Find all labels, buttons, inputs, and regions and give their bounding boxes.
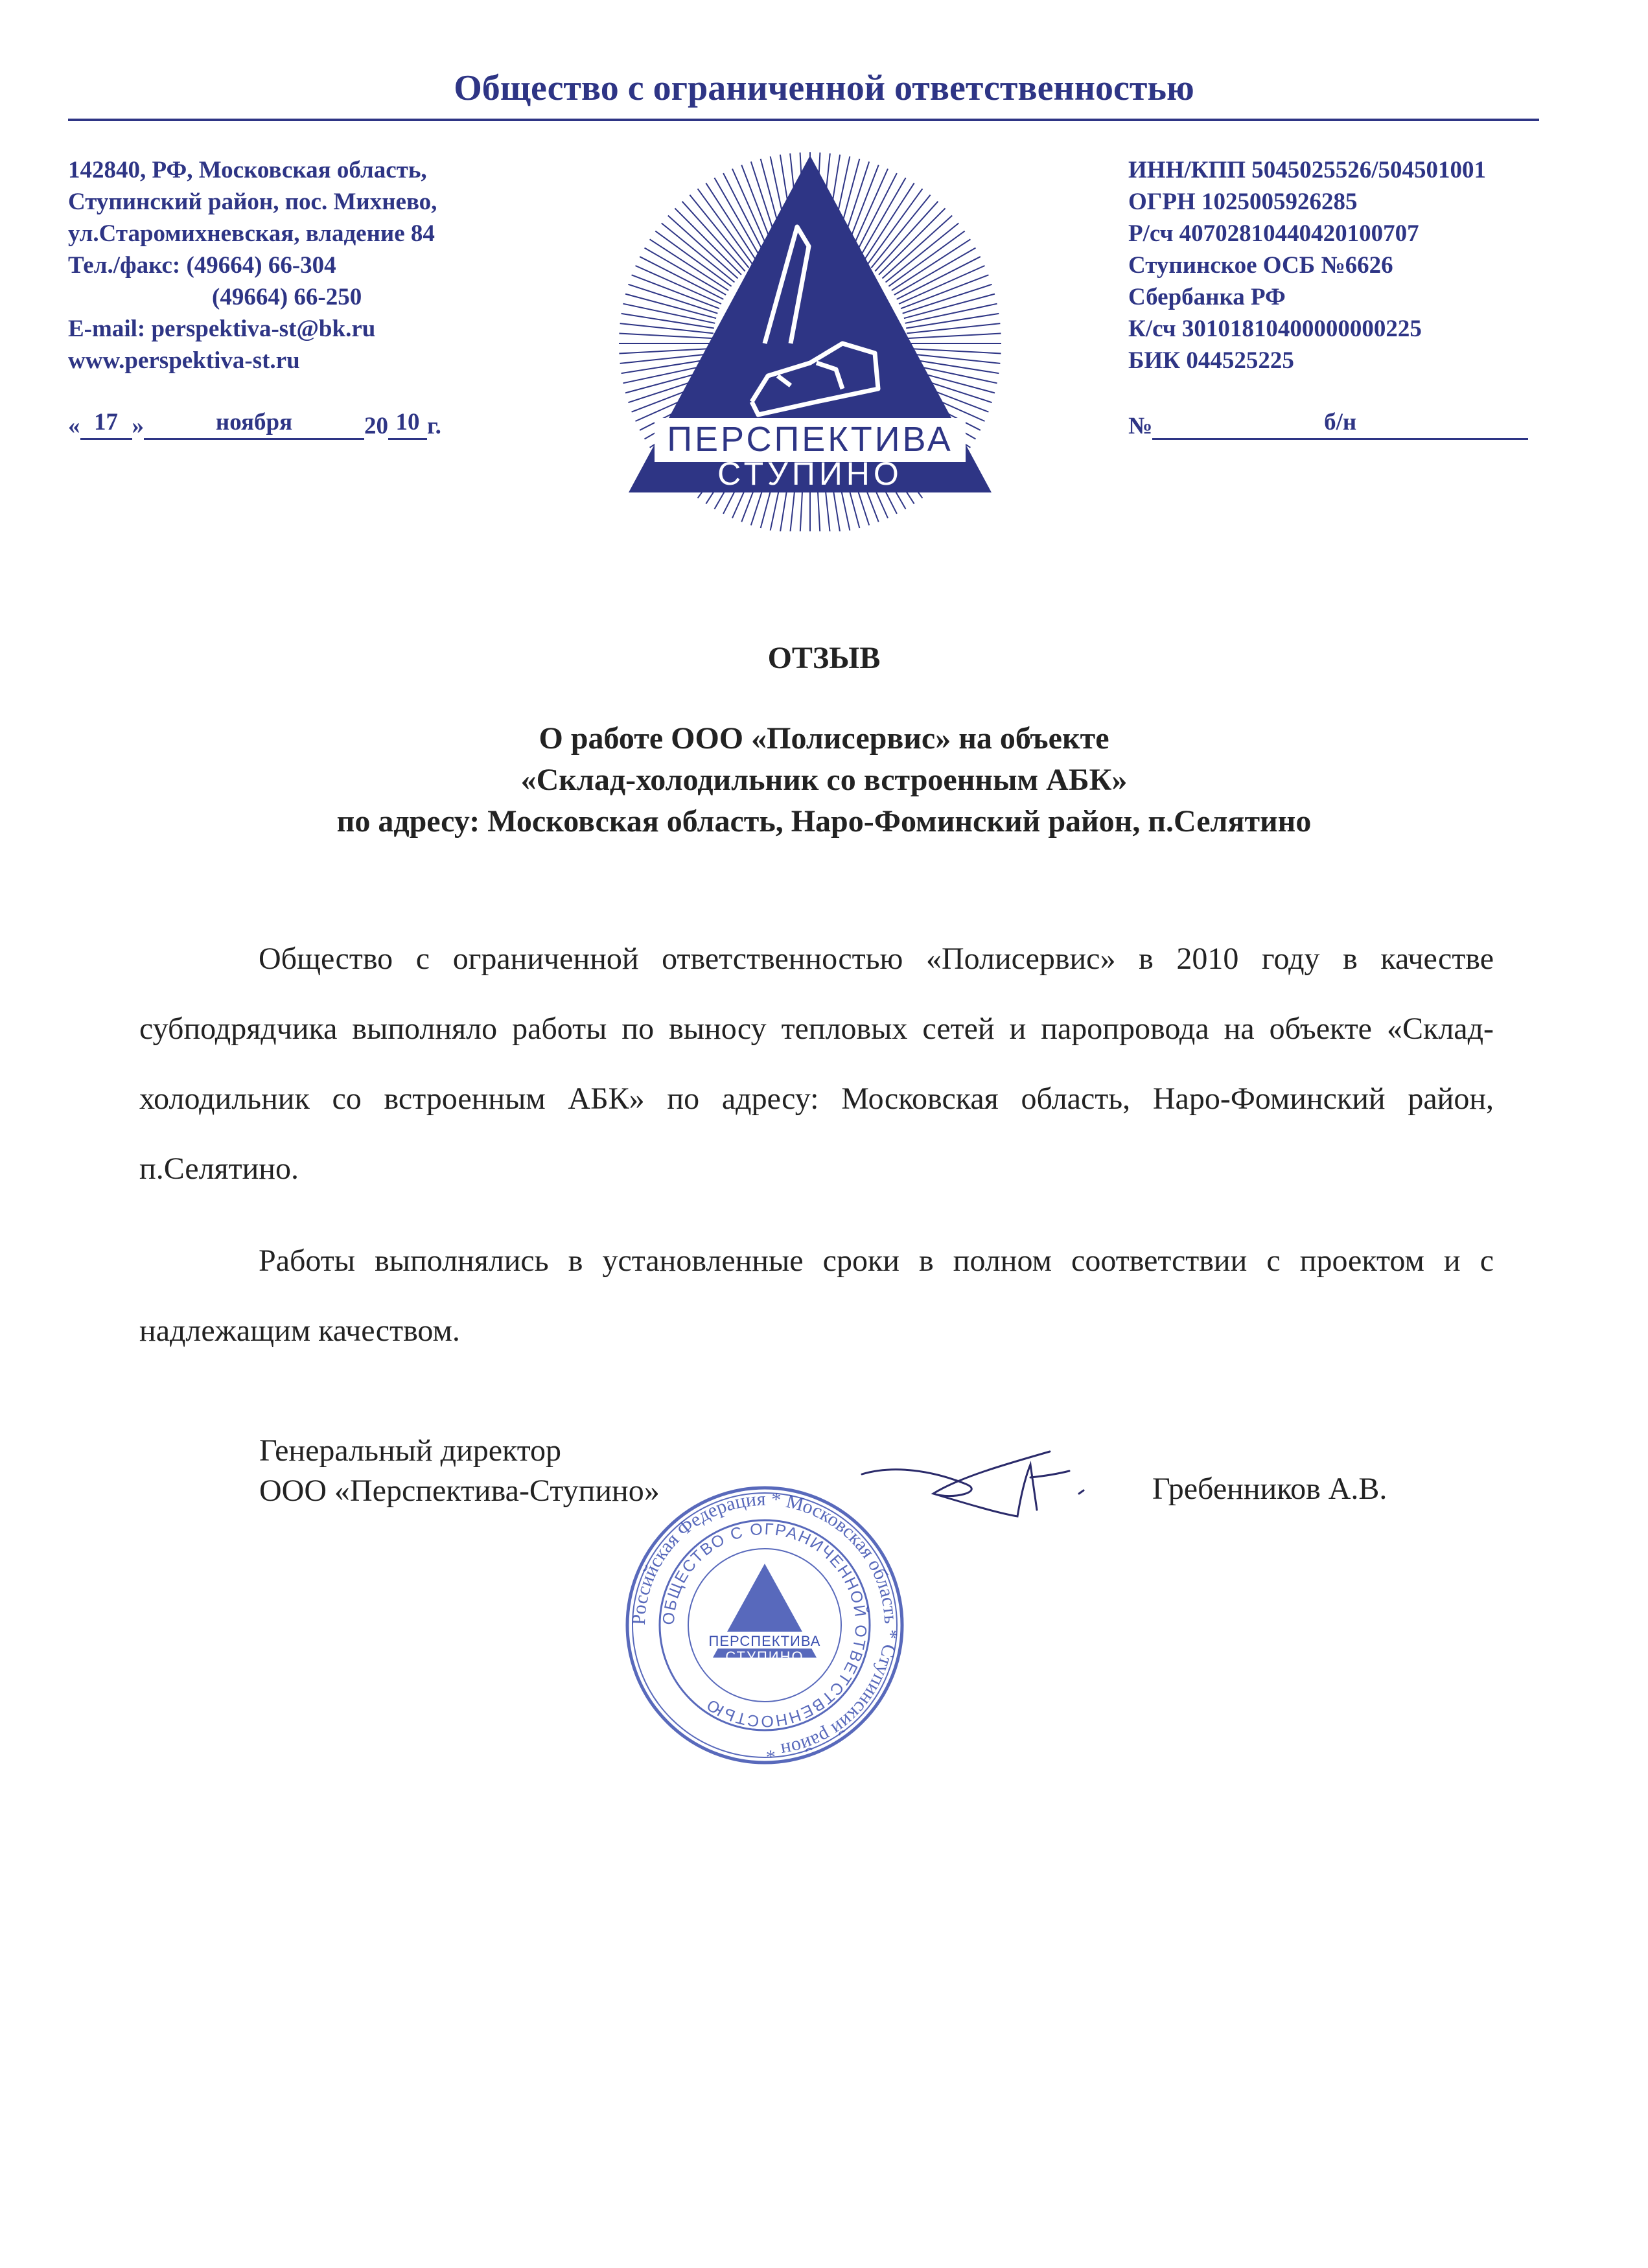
requisite-line: Р/сч 40702810440420100707: [1128, 220, 1419, 247]
number-label: №: [1128, 413, 1153, 439]
requisite-line: Сбербанка РФ: [1128, 284, 1286, 310]
letterhead-requisites: [1128, 154, 1486, 376]
address-line: E-mail: perspektiva-st@bk.ru: [68, 316, 376, 342]
logo-ray: [907, 349, 1001, 354]
logo-ray: [655, 231, 731, 286]
number-value: б/н: [1324, 409, 1357, 435]
address-line: www.perspektiva-st.ru: [68, 347, 300, 374]
letterhead-org-title: Общество с ограниченной ответственностью: [454, 68, 1194, 108]
body-paragraph: [139, 924, 1494, 1204]
letterhead-rule: [68, 119, 1539, 121]
date-month-field: [144, 409, 364, 440]
date-month: ноября: [215, 409, 293, 435]
date-year-suffix: 10: [395, 409, 420, 435]
seal-ring-text: Российская Федерация * Московская область * Ступинский район *: [627, 1488, 902, 1763]
logo-ray: [906, 314, 999, 329]
requisite-line: БИК 044525225: [1128, 347, 1294, 374]
logo-ray: [650, 239, 729, 290]
logo-ray: [706, 183, 757, 262]
logo-ray: [905, 304, 997, 323]
seal-logo-line2: СТУПИНО: [725, 1649, 804, 1665]
body-paragraph: [139, 1226, 1494, 1366]
logo-ray: [619, 334, 713, 339]
signatory-position: [259, 1431, 660, 1511]
logo-ray: [698, 189, 753, 264]
logo-ray: [901, 275, 988, 308]
logo-ray: [619, 349, 713, 354]
letter-date: [68, 409, 441, 440]
seal-logo-line1: ПЕРСПЕКТИВА: [708, 1633, 821, 1649]
logo-ray: [621, 314, 714, 329]
requisite-line: ОГРН 1025005926285: [1128, 189, 1358, 215]
logo-line1: ПЕРСПЕКТИВА: [667, 420, 953, 459]
letter-number: [1128, 409, 1528, 440]
number-field: [1152, 409, 1528, 440]
logo-ray: [907, 323, 1000, 333]
address-line: (49664) 66-250: [212, 284, 362, 310]
subject-line: «Склад-холодильник со встроенным АБК»: [520, 763, 1128, 797]
logo-ray: [888, 231, 964, 286]
address-line: Тел./факс: (49664) 66-304: [68, 252, 336, 279]
date-open-quote: «: [68, 413, 80, 439]
logo-ray: [907, 334, 1001, 339]
date-year-prefix: 20: [364, 413, 388, 439]
logo-ray: [620, 323, 714, 333]
signatory-name: Гребенников А.В.: [1152, 1472, 1387, 1506]
paragraph-text: Работы выполнялись в установленные сроки в полном соответствии с проектом и с надлежащим качеством.: [139, 1244, 1494, 1348]
address-line: ул.Старомихневская, владение 84: [68, 220, 435, 247]
subject-line: О работе ООО «Полисервис» на объекте: [539, 721, 1109, 756]
address-line: 142840, РФ, Московская область,: [68, 157, 427, 183]
seal-inner-text: ОБЩЕСТВО С ОГРАНИЧЕННОЙ ОТВЕТСТВЕННОСТЬЮ: [659, 1520, 870, 1731]
document-title: ОТЗЫВ: [767, 641, 881, 675]
date-day: 17: [94, 409, 118, 435]
date-year-mark: г.: [427, 413, 441, 439]
paragraph-text: Общество с ограниченной ответственностью «Полисервис» в 2010 году в качестве субподрядчика выполняло работы по выносу тепловых сетей и паропровода на объекте «Склад-холодильник со встроенным АБК» по адресу: Московская область, Наро-Фоминский район, п.Селятино.: [139, 942, 1494, 1186]
address-line: Ступинский район, пос. Михнево,: [68, 189, 437, 215]
logo-line2: СТУПИНО: [717, 456, 903, 492]
requisite-line: Ступинское ОСБ №6626: [1128, 252, 1393, 279]
logo-ray: [867, 189, 922, 264]
date-close-quote: »: [132, 413, 144, 439]
company-seal: [622, 1483, 907, 1768]
requisite-line: К/сч 30101810400000000225: [1128, 316, 1422, 342]
date-day-field: [80, 409, 132, 440]
logo-ray: [623, 304, 715, 323]
logo-ray: [892, 239, 971, 290]
document-subject: [0, 718, 1648, 842]
position-line: Генеральный директор: [259, 1433, 562, 1468]
position-line: ООО «Перспектива-Ступино»: [259, 1474, 660, 1508]
letterhead-address: [68, 154, 437, 376]
logo-ray: [863, 183, 914, 262]
subject-line: по адресу: Московская область, Наро-Фоминский район, п.Селятино: [336, 804, 1312, 839]
date-year-field: [388, 409, 427, 440]
logo-ray: [632, 275, 719, 308]
requisite-line: ИНН/КПП 5045025526/504501001: [1128, 157, 1487, 183]
company-logo: [603, 130, 1017, 531]
